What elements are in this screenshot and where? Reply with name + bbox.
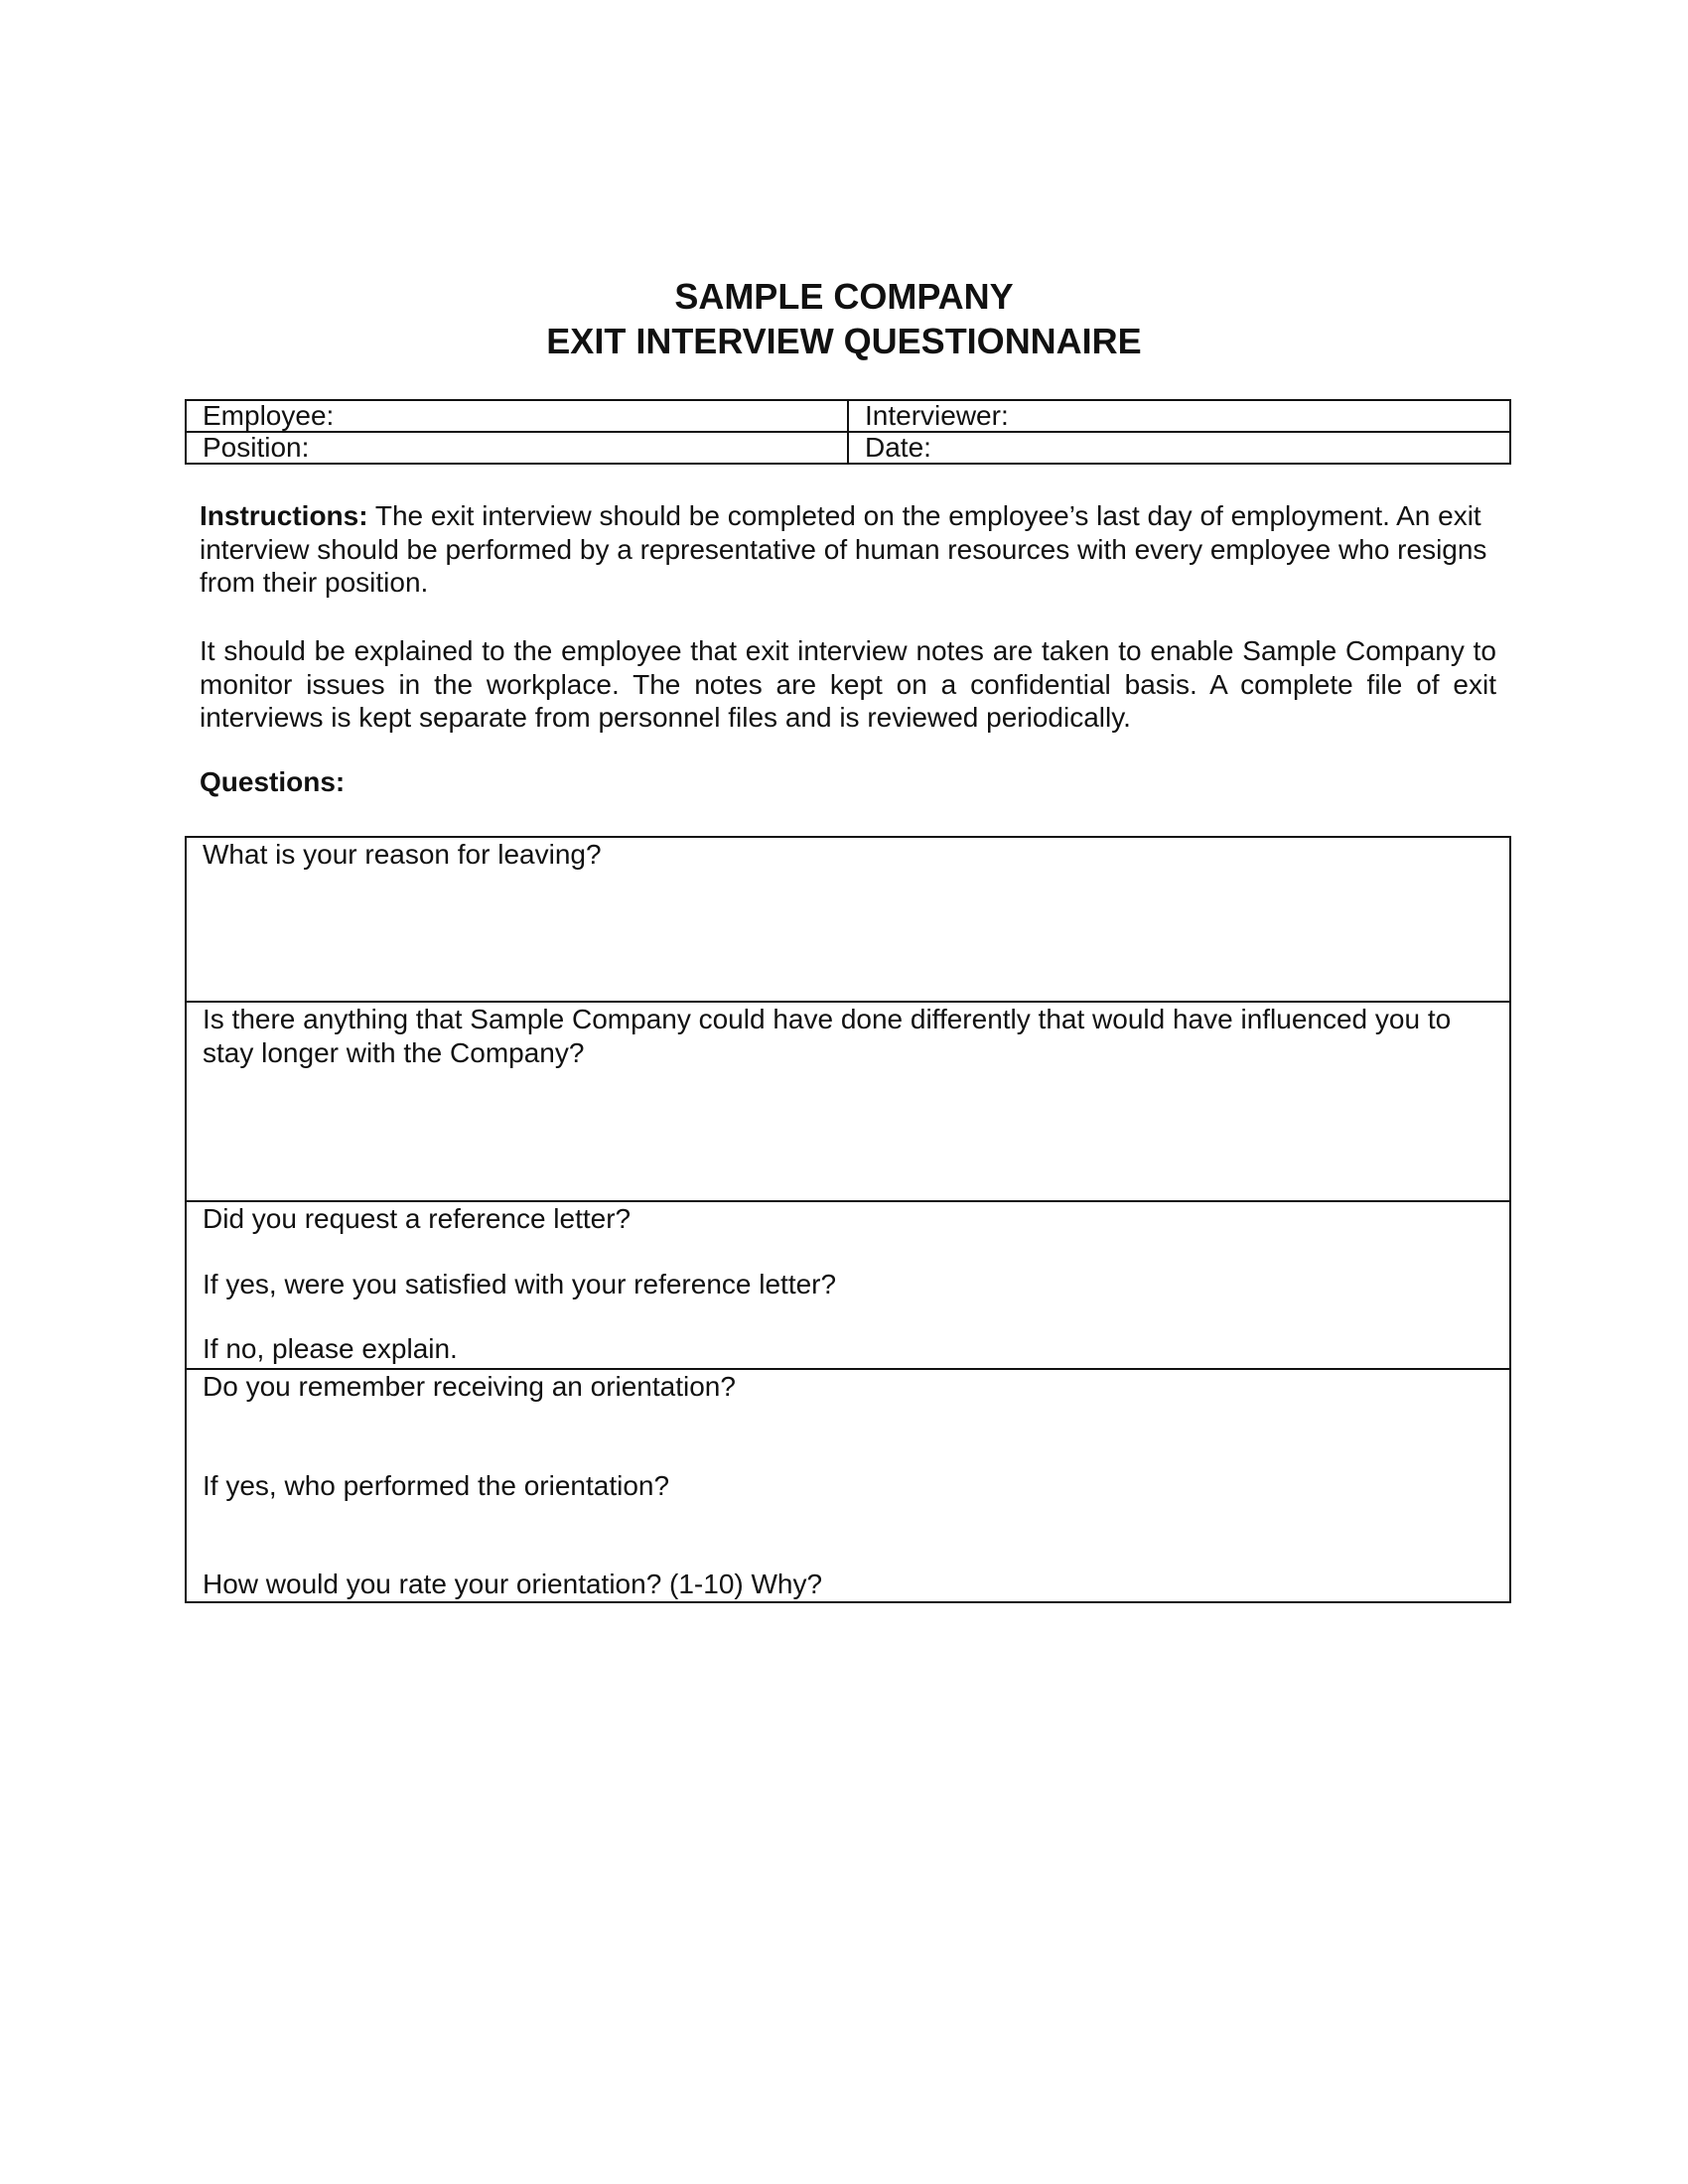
date-field[interactable]: Date: <box>848 432 1510 464</box>
instructions-paragraph <box>200 499 1496 600</box>
question-text: How would you rate your orientation? (1-10) Why? <box>203 1569 823 1599</box>
question-cell-could-have-done-differently[interactable] <box>186 1002 1510 1201</box>
question-row <box>186 1201 1510 1369</box>
info-row <box>186 432 1510 464</box>
employee-field[interactable]: Employee: <box>186 400 848 432</box>
question-text: If no, please explain. <box>203 1333 458 1364</box>
question-cell-orientation[interactable] <box>186 1369 1510 1602</box>
instructions-text: The exit interview should be completed on the employee’s last day of employment. An exit interview should be performed by a representative of human resources with every employee who resigns from their position. <box>200 500 1487 598</box>
questions-table <box>185 836 1511 1603</box>
question-text: If yes, were you satisfied with your reference letter? <box>203 1268 837 1299</box>
position-field[interactable]: Position: <box>186 432 848 464</box>
question-row <box>186 1002 1510 1201</box>
question-text: Did you request a reference letter? <box>203 1203 632 1234</box>
question-text: Is there anything that Sample Company could have done differently that would have influenced you to stay longer with the Company? <box>203 1004 1452 1068</box>
instructions-label: Instructions: <box>200 500 368 531</box>
question-text: If yes, who performed the orientation? <box>203 1469 670 1501</box>
company-name: SAMPLE COMPANY <box>674 276 1014 317</box>
question-text: What is your reason for leaving? <box>203 839 602 870</box>
question-cell-reason-for-leaving[interactable] <box>186 837 1510 1002</box>
employee-info-table <box>185 399 1511 465</box>
form-title: EXIT INTERVIEW QUESTIONNAIRE <box>546 321 1142 361</box>
question-text: Do you remember receiving an orientation? <box>203 1371 736 1402</box>
question-row <box>186 837 1510 1002</box>
question-row <box>186 1369 1510 1602</box>
questions-heading: Questions: <box>200 766 346 797</box>
info-row <box>186 400 1510 432</box>
explanation-paragraph: It should be explained to the employee that exit interview notes are taken to enable Sample Company to monitor issues in the workplace. The notes are kept on a confidential basis. A complete file of exit interviews is kept separate from personnel files and is reviewed periodically. <box>200 635 1496 733</box>
interviewer-field[interactable]: Interviewer: <box>848 400 1510 432</box>
question-cell-reference-letter[interactable] <box>186 1201 1510 1369</box>
